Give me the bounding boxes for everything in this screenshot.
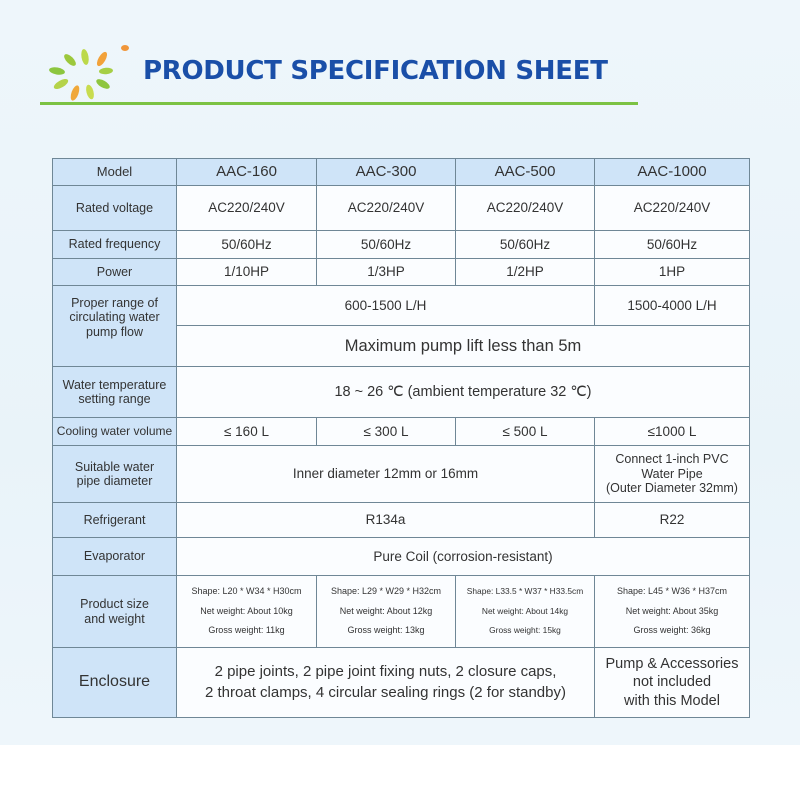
row-label-line: Water temperature [62,377,167,392]
row-label: Cooling water volume [53,418,177,446]
title-underline [40,102,638,105]
voltage-value: AC220/240V [177,186,317,231]
shape-text: Shape: L20 * W34 * H30cm [191,586,302,597]
row-label-line: Suitable water [74,459,155,474]
table-row [53,259,750,286]
power-value: 1/2HP [456,259,595,286]
row-label [53,367,177,418]
gross-weight-text: Gross weight: 13kg [347,625,425,636]
enclosure-line: 2 pipe joints, 2 pipe joint fixing nuts, 2 closure caps, [214,663,557,681]
row-label: Refrigerant [53,503,177,538]
cooling-volume-value: ≤ 300 L [317,418,456,446]
refrigerant-value: R22 [595,503,750,538]
pipe-diameter-line: (Outer Diameter 32mm) [606,481,738,496]
gross-weight-text: Gross weight: 15kg [489,625,561,636]
evaporator-value: Pure Coil (corrosion-resistant) [177,538,750,576]
frequency-value: 50/60Hz [456,231,595,259]
header [40,40,640,110]
net-weight-text: Net weight: About 14kg [481,605,569,616]
net-weight-text: Net weight: About 12kg [339,605,433,616]
table-row [53,159,750,186]
enclosure-line: Pump & Accessories [605,656,739,673]
table-row [53,418,750,446]
power-value: 1HP [595,259,750,286]
model-header: AAC-160 [177,159,317,186]
row-label: Power [53,259,177,286]
cooling-volume-value: ≤1000 L [595,418,750,446]
model-header: AAC-300 [317,159,456,186]
pipe-diameter-value [595,446,750,503]
net-weight-text: Net weight: About 35kg [625,605,719,616]
page-title: PRODUCT SPECIFICATION SHEET [143,56,608,86]
leaf-burst-logo-icon [40,40,135,102]
enclosure-value [177,648,595,718]
table-row [53,648,750,718]
row-label-line: Product size [80,597,149,612]
pipe-diameter-value: Inner diameter 12mm or 16mm [177,446,595,503]
voltage-value: AC220/240V [317,186,456,231]
flow-range-value: 1500-4000 L/H [595,286,750,326]
gross-weight-text: Gross weight: 11kg [208,625,285,636]
row-label-line: and weight [84,611,145,626]
model-header: AAC-500 [456,159,595,186]
row-label-line: circulating water [69,310,160,325]
pipe-diameter-line: Connect 1-inch PVC [615,452,729,467]
power-value: 1/3HP [317,259,456,286]
shape-text: Shape: L29 * W29 * H32cm [330,586,442,597]
gross-weight-text: Gross weight: 36kg [633,625,711,636]
table-row [53,446,750,503]
cooling-volume-value: ≤ 500 L [456,418,595,446]
table-row [53,186,750,231]
pipe-diameter-line: Water Pipe [641,466,703,481]
table-row [53,231,750,259]
size-weight-value [177,576,317,648]
power-value: 1/10HP [177,259,317,286]
enclosure-line: with this Model [624,692,720,709]
table-row [53,286,750,326]
flow-range-value: 600-1500 L/H [177,286,595,326]
enclosure-value [595,648,750,718]
refrigerant-value: R134a [177,503,595,538]
pump-lift-value: Maximum pump lift less than 5m [177,326,750,367]
temperature-value: 18 ~ 26 ℃ (ambient temperature 32 ℃) [177,367,750,418]
table-row [53,576,750,648]
voltage-value: AC220/240V [595,186,750,231]
row-label-line: Proper range of [71,296,158,310]
row-label-line: setting range [78,392,151,406]
table-row [53,367,750,418]
shape-text: Shape: L33.5 * W37 * H33.5cm [466,586,584,597]
row-label [53,576,177,648]
net-weight-text: Net weight: About 10kg [200,605,293,616]
row-label: Enclosure [53,648,177,718]
cooling-volume-value: ≤ 160 L [177,418,317,446]
enclosure-line: not included [632,674,712,691]
row-label-line: pump flow [86,324,143,339]
row-label: Evaporator [53,538,177,576]
row-label-line: pipe diameter [76,474,153,488]
size-weight-value [456,576,595,648]
table-row [53,503,750,538]
voltage-value: AC220/240V [456,186,595,231]
row-label [53,446,177,503]
frequency-value: 50/60Hz [177,231,317,259]
size-weight-value [595,576,750,648]
enclosure-line: 2 throat clamps, 4 circular sealing rings (2 for standby) [205,683,566,701]
size-weight-value [317,576,456,648]
frequency-value: 50/60Hz [317,231,456,259]
shape-text: Shape: L45 * W36 * H37cm [616,586,728,597]
frequency-value: 50/60Hz [595,231,750,259]
model-header: AAC-1000 [595,159,750,186]
row-label [53,286,177,367]
row-label: Rated frequency [53,231,177,259]
table-row [53,538,750,576]
model-label: Model [53,159,177,186]
row-label: Rated voltage [53,186,177,231]
spec-table [52,158,750,718]
